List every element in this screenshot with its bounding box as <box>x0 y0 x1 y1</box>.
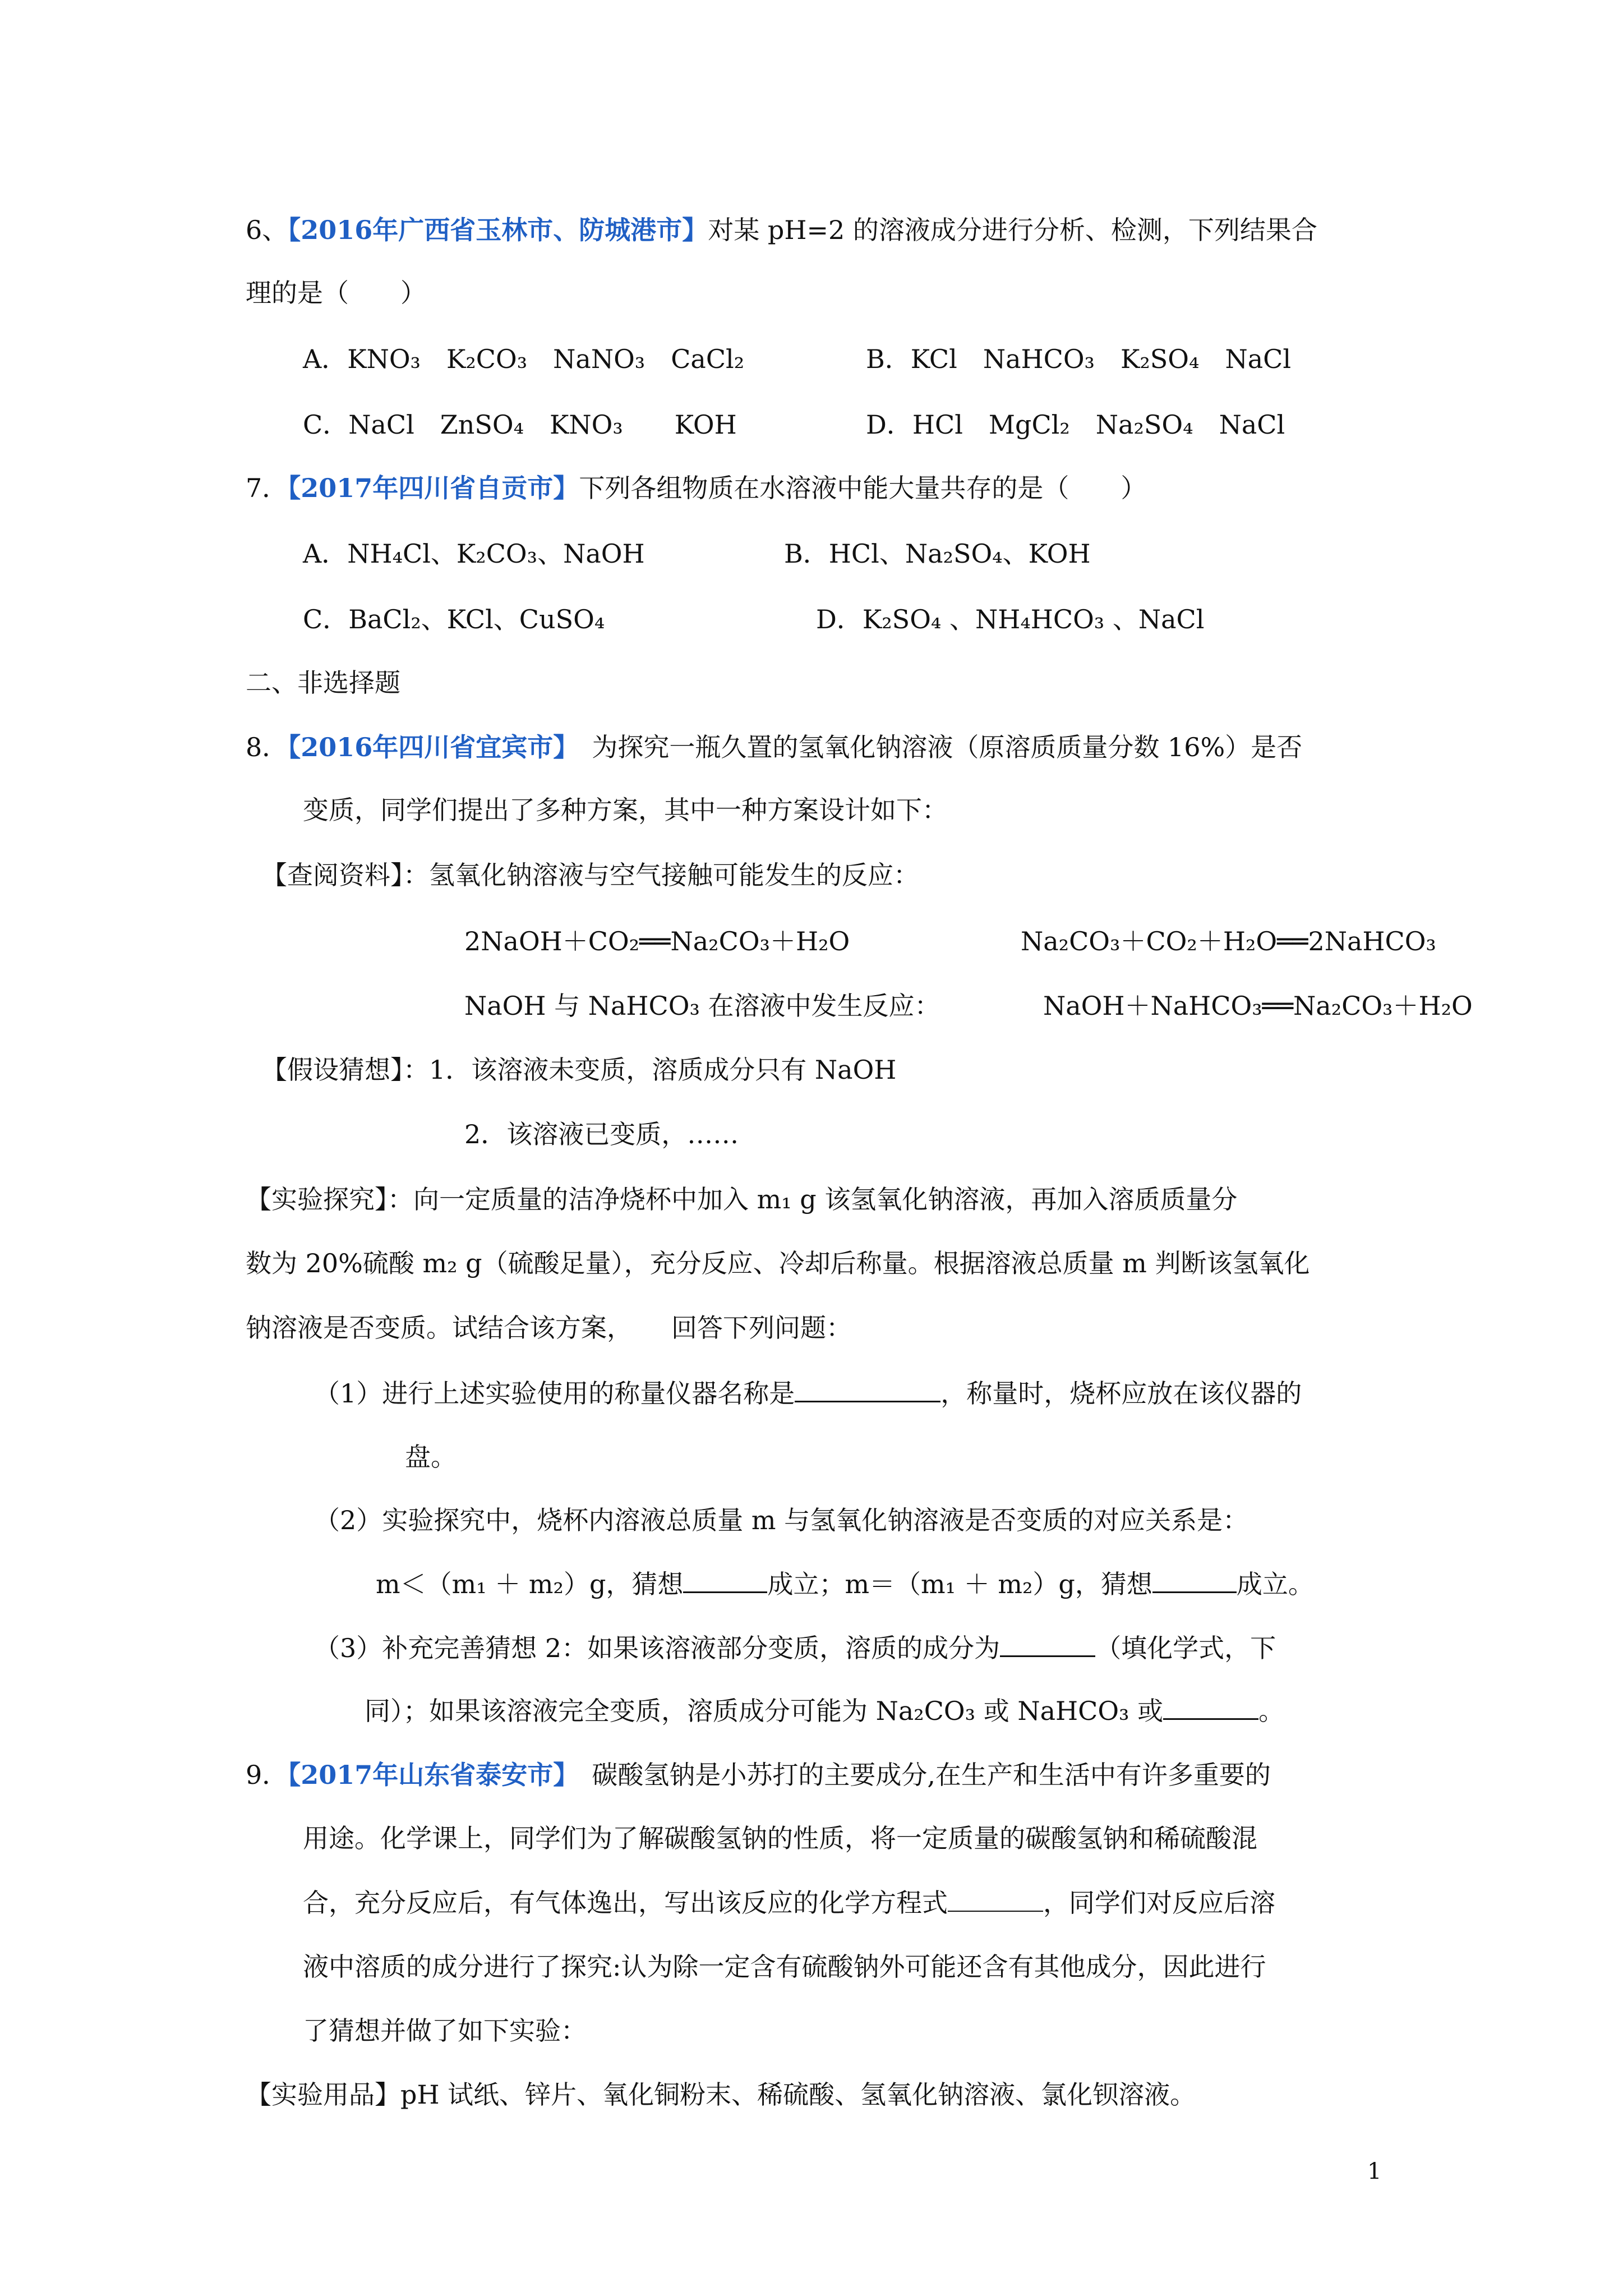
q9-text-1: 碳酸氢钠是小苏打的主要成分,在生产和生活中有许多重要的 <box>566 1760 1271 1790</box>
q9-line-5: 了猜想并做了如下实验： <box>303 2016 587 2046</box>
q8-stem-2: 变质，同学们提出了多种方案，其中一种方案设计如下： <box>303 795 948 825</box>
q8-part-1-c: 盘。 <box>405 1442 457 1472</box>
answer-blank-6[interactable] <box>948 1888 1043 1912</box>
q8-part-2-line-2 <box>376 1567 1314 1601</box>
q8-part-2-text-c: 成立。 <box>1236 1569 1314 1599</box>
q9-line-3 <box>303 1886 1275 1920</box>
q8-line-1 <box>246 730 1302 764</box>
q7-number: 7． <box>246 473 288 503</box>
q8-part-2-text-a: m＜（m₁ ＋ m₂）g，猜想 <box>376 1569 684 1599</box>
q8-equation-1: 2NaOH＋CO₂══Na₂CO₃＋H₂O <box>464 926 850 956</box>
q8-hypothesis-1: 【假设猜想】：1．该溶液未变质，溶质成分只有 NaOH <box>261 1055 897 1085</box>
q8-stem: 为探究一瓶久置的氢氧化钠溶液（原溶质质量分数 16%）是否 <box>566 732 1303 762</box>
section-title: 二、非选择题 <box>246 668 400 698</box>
q8-number: 8． <box>246 732 288 762</box>
q6-option-d: D．HCl MgCl₂ Na₂SO₄ NaCl <box>866 409 1285 440</box>
q8-part-3-text-a: （3）补充完善猜想 2：如果该溶液部分变质，溶质的成分为 <box>314 1633 1000 1663</box>
q7-option-c: C．BaCl₂、KCl、CuSO₄ <box>303 604 605 634</box>
q8-part-3-text-b: （填化学式，下 <box>1095 1633 1276 1663</box>
q8-equation-2: Na₂CO₃＋CO₂＋H₂O══2NaHCO₃ <box>1021 926 1436 956</box>
q6-stem-2: 理的是（ ） <box>246 278 426 308</box>
q8-hypothesis-2: 2．该溶液已变质，…… <box>464 1119 739 1149</box>
q7-option-b: B．HCl、Na₂SO₄、KOH <box>784 539 1091 569</box>
q9-text-3b: ，同学们对反应后溶 <box>1043 1888 1275 1918</box>
q9-line-4: 液中溶质的成分进行了探究:认为除一定含有硫酸钠外可能还含有其他成分，因此进行 <box>303 1952 1266 1982</box>
q8-part-2-text-b: 成立；m＝（m₁ ＋ m₂）g，猜想 <box>767 1569 1152 1599</box>
q6-option-b: B．KCl NaHCO₃ K₂SO₄ NaCl <box>866 344 1292 374</box>
q6-option-c: C．NaCl ZnSO₄ KNO₃ KOH <box>303 409 737 440</box>
q9-tools: 【实验用品】pH 试纸、锌片、氧化铜粉末、稀硫酸、氢氧化钠溶液、氯化钡溶液。 <box>246 2079 1196 2110</box>
q8-part-3-text-c: 同）；如果该溶液完全变质，溶质成分可能为 Na₂CO₃ 或 NaHCO₃ 或 <box>365 1696 1164 1726</box>
q8-source: 【2016年四川省宜宾市】 <box>288 732 566 762</box>
page-number: 1 <box>1367 2159 1382 2184</box>
q8-ref-head: 【查阅资料】：氢氧化钠溶液与空气接触可能发生的反应： <box>261 860 919 890</box>
q8-experiment-line-2: 数为 20%硫酸 m₂ g（硫酸足量），充分反应、冷却后称量。根据溶液总质量 m 判断该氢氧化 <box>246 1248 1310 1278</box>
answer-blank-5[interactable] <box>1163 1696 1258 1720</box>
q8-part-3 <box>314 1631 1276 1665</box>
q7-line-1 <box>246 471 1146 505</box>
q7-source: 【2017年四川省自贡市】 <box>288 473 579 503</box>
q8-experiment-line-3: 钠溶液是否变质。试结合该方案， 回答下列问题： <box>246 1313 852 1343</box>
q8-part-3-line-2 <box>365 1694 1284 1728</box>
q6-stem: 对某 pH=2 的溶液成分进行分析、检测，下列结果合 <box>708 215 1317 245</box>
answer-blank-3[interactable] <box>1152 1569 1237 1593</box>
answer-blank-2[interactable] <box>683 1569 767 1593</box>
q6-number: 6、 <box>246 215 288 245</box>
q6-line-1 <box>246 213 1317 247</box>
q6-source: 【2016年广西省玉林市、防城港市】 <box>288 215 708 245</box>
q7-option-d: D．K₂SO₄ 、NH₄HCO₃ 、NaCl <box>816 604 1205 634</box>
q8-equation-3: NaOH＋NaHCO₃══Na₂CO₃＋H₂O <box>1043 991 1473 1021</box>
q8-part-2: （2）实验探究中，烧杯内溶液总质量 m 与氢氧化钠溶液是否变质的对应关系是： <box>314 1505 1249 1535</box>
q9-number: 9． <box>246 1760 288 1790</box>
q8-experiment-line-1: 【实验探究】：向一定质量的洁净烧杯中加入 m₁ g 该氢氧化钠溶液，再加入溶质质量分 <box>246 1184 1238 1214</box>
q9-line-2: 用途。化学课上，同学们为了解碳酸氢钠的性质，将一定质量的碳酸氢钠和稀硫酸混 <box>303 1823 1257 1853</box>
q7-stem: 下列各组物质在水溶液中能大量共存的是（ ） <box>579 473 1147 503</box>
q7-option-a: A．NH₄Cl、K₂CO₃、NaOH <box>303 539 645 569</box>
answer-blank-4[interactable] <box>1000 1633 1095 1657</box>
q8-part-1 <box>314 1377 1302 1410</box>
q9-line-1 <box>246 1758 1271 1792</box>
q8-part-3-text-d: 。 <box>1258 1696 1285 1726</box>
answer-blank-1[interactable] <box>795 1378 940 1402</box>
q8-part-1-text-b: ，称量时，烧杯应放在该仪器的 <box>940 1378 1302 1409</box>
q9-text-3a: 合，充分反应后，有气体逸出，写出该反应的化学方程式 <box>303 1888 948 1918</box>
q8-equation-3-text: NaOH 与 NaHCO₃ 在溶液中发生反应： <box>464 991 940 1021</box>
q6-option-a: A．KNO₃ K₂CO₃ NaNO₃ CaCl₂ <box>303 344 745 374</box>
q9-source: 【2017年山东省泰安市】 <box>288 1760 566 1790</box>
q8-part-1-text-a: （1）进行上述实验使用的称量仪器名称是 <box>314 1378 795 1409</box>
